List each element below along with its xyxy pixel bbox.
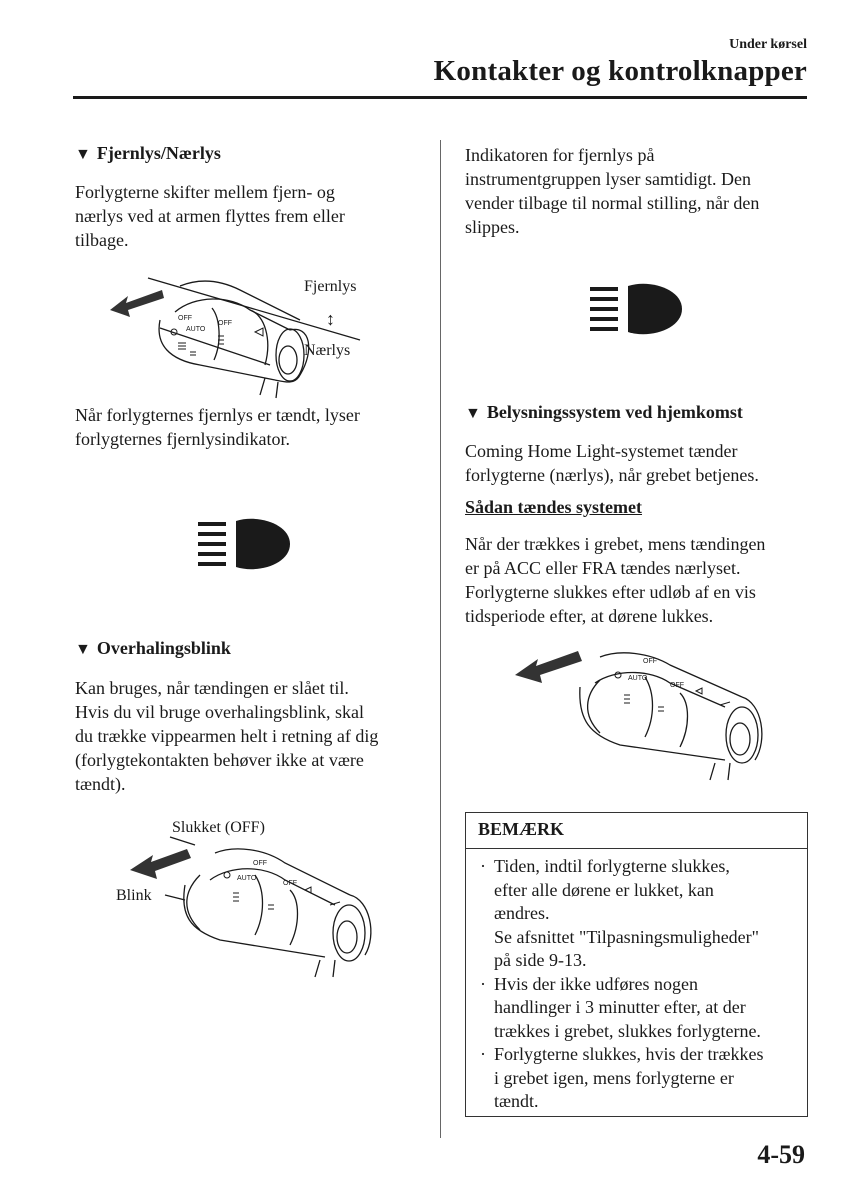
stalk-off-text-6: OFF <box>670 682 684 689</box>
stalk-off-text: OFF <box>178 315 192 322</box>
page-title: Kontakter og kontrolknapper <box>433 55 807 87</box>
stalk-figure-high-low <box>100 270 420 400</box>
paragraph-saadan-taendes: Når der trækkes i grebet, mens tændingen er på ACC eller FRA tændes nærlyset. Forlygterne slukkes efter udløb af en vis tidsperiode efter, at dørene lukkes. <box>465 534 766 626</box>
page-number: 4-59 <box>757 1140 805 1169</box>
column-divider <box>440 140 441 1138</box>
heading-fjernlys: ▼ Fjernlys/Nærlys <box>75 143 221 163</box>
note-title: BEMÆRK <box>466 813 807 849</box>
stalk-off-text-2: OFF <box>218 320 232 327</box>
label-slukket-off: Slukket (OFF) <box>172 819 265 836</box>
note-item: · Tiden, indtil forlygterne slukkes, efter alle dørene er lukket, kan ændres. Se afsnittet "Tilpasningsmuligheder" på side 9-13. <box>480 856 760 970</box>
triangle-icon: ▼ <box>75 641 91 658</box>
note-box <box>465 812 808 1117</box>
paragraph-coming-home: Coming Home Light-systemet tænder forlygterne (nærlys), når grebet betjenes. <box>465 441 759 485</box>
label-naerlys: Nærlys <box>304 342 351 359</box>
heading-overhalingsblink: ▼ Overhalingsblink <box>75 638 231 658</box>
label-fjernlys: Fjernlys <box>304 278 357 295</box>
stalk-auto-text-2: AUTO <box>237 875 257 882</box>
note-item: · Hvis der ikke udføres nogen handlinger i 3 minutter efter, at der trækkes i grebet, slukkes forlygterne. <box>480 973 761 1041</box>
stalk-off-text-3: OFF <box>253 860 267 867</box>
note-item: · Forlygterne slukkes, hvis der trækkes i grebet igen, mens forlygterne er tændt. <box>480 1044 764 1111</box>
bullet-icon: · <box>480 856 486 876</box>
stalk-off-text-5: OFF <box>643 658 657 665</box>
label-blink: Blink <box>116 887 152 904</box>
subheading-saadan-taendes: Sådan tændes systemet <box>465 497 643 517</box>
stalk-auto-text-3: AUTO <box>628 675 648 682</box>
paragraph-fjernlys: Forlygterne skifter mellem fjern- og nærlys ved at armen flyttes frem eller tilbage. <box>75 182 345 250</box>
paragraph-indicator-continued: Indikatoren for fjernlys på instrumentgruppen lyser samtidigt. Den vender tilbage til normal stilling, når den slippes. <box>465 145 760 237</box>
up-down-arrow-icon: ↕ <box>326 309 335 329</box>
header-rule <box>73 96 807 99</box>
stalk-figure-flash <box>125 835 385 980</box>
high-beam-indicator-icon <box>590 281 685 341</box>
triangle-icon: ▼ <box>465 405 481 422</box>
stalk-off-text-4: OFF <box>283 880 297 887</box>
heading-belysningssystem: ▼ Belysningssystem ved hjemkomst <box>465 402 743 422</box>
paragraph-indicator: Når forlygternes fjernlys er tændt, lyser forlygternes fjernlysindikator. <box>75 405 360 449</box>
bullet-icon: · <box>480 1044 486 1064</box>
stalk-figure-coming-home <box>510 635 780 785</box>
paragraph-overhalingsblink: Kan bruges, når tændingen er slået til. Hvis du vil bruge overhalingsblink, skal du trække vippearmen helt i retning af dig (forlygtekontakten behøver ikke at være tændt). <box>75 678 379 794</box>
stalk-auto-text: AUTO <box>186 326 206 333</box>
note-list <box>466 849 807 1114</box>
section-label: Under kørsel <box>729 37 807 52</box>
high-beam-indicator-icon <box>198 516 293 576</box>
triangle-icon: ▼ <box>75 146 91 163</box>
bullet-icon: · <box>480 973 486 994</box>
